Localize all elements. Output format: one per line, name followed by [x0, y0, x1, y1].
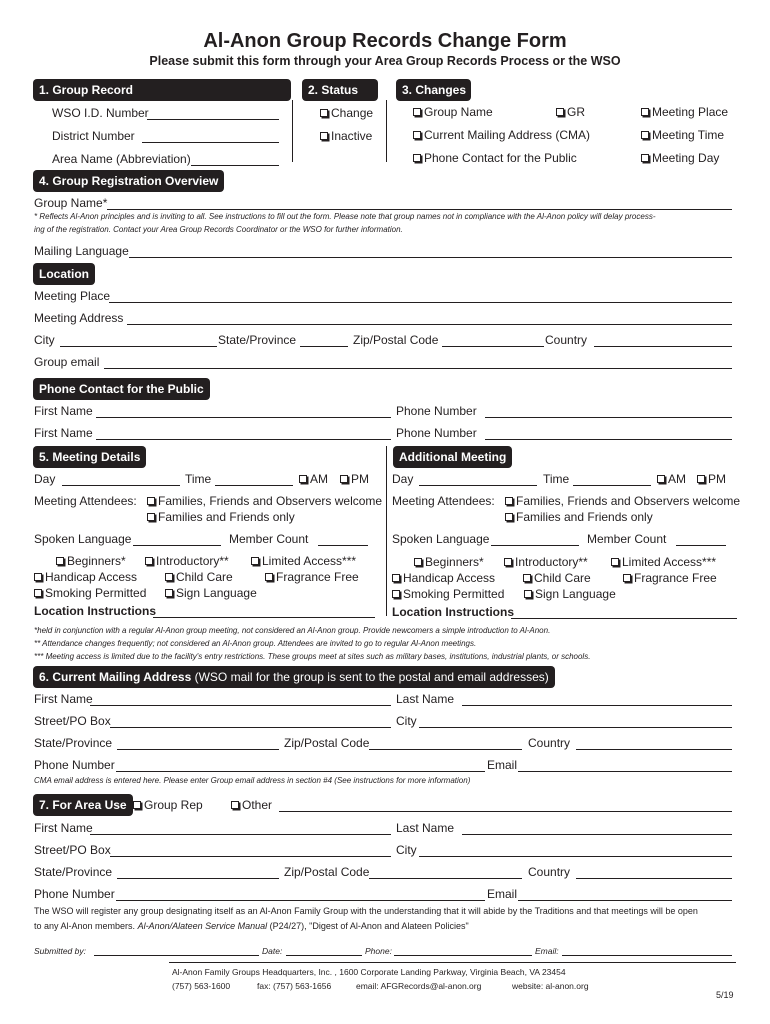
change-meeting-day[interactable] [641, 151, 719, 165]
service-manual-title: Al-Anon/Alateen Service Manual [137, 921, 268, 931]
cma-phone-label: Phone Number [34, 758, 115, 772]
smoking-label-2: Smoking Permitted [403, 587, 505, 601]
checkbox-icon [523, 574, 531, 582]
child-care-option[interactable] [165, 570, 233, 584]
country-field[interactable] [594, 346, 732, 347]
area-city-label: City [396, 843, 417, 857]
sign-language-label-2: Sign Language [535, 587, 616, 601]
section-6-header [33, 666, 555, 688]
status-change-label: Change [331, 106, 374, 120]
checkbox-icon [657, 475, 665, 483]
other-label: Other [242, 798, 273, 812]
am-label-2: AM [668, 472, 686, 486]
am-option[interactable] [299, 472, 328, 486]
checkbox-icon [265, 573, 273, 581]
wso-id-field[interactable] [147, 119, 279, 120]
group-name-field[interactable] [107, 209, 732, 210]
city-label: City [34, 333, 55, 347]
cma-city-label: City [396, 714, 417, 728]
area-state-label: State/Province [34, 865, 113, 879]
attendees-ffo[interactable] [147, 494, 382, 508]
zip-label: Zip/Postal Code [353, 333, 439, 347]
status-inactive[interactable] [320, 129, 372, 143]
area-label: Area Name (Abbreviation) [52, 152, 191, 166]
group-name-label: Group Name* [34, 196, 108, 210]
section-4-header [33, 170, 224, 192]
change-cma-label: Current Mailing Address (CMA) [424, 128, 591, 142]
checkbox-icon [147, 513, 155, 521]
limited-label-2: Limited Access*** [622, 555, 717, 569]
location-instructions-field-2[interactable] [511, 618, 737, 619]
cma-state-field[interactable] [117, 749, 279, 750]
area-zip-label: Zip/Postal Code [284, 865, 370, 879]
cma-email-label: Email [487, 758, 518, 772]
attendees-label-2: Meeting Attendees: [392, 494, 495, 508]
area-state-field[interactable] [117, 878, 279, 879]
checkbox-icon [133, 801, 141, 809]
member-count-field[interactable] [318, 545, 368, 546]
checkbox-icon [147, 497, 155, 505]
spoken-language-field-2[interactable] [491, 545, 579, 546]
first-name-label-2: First Name [34, 426, 93, 440]
closing-text-2 [34, 921, 469, 931]
area-country-field[interactable] [576, 878, 732, 879]
member-count-label: Member Count [229, 532, 309, 546]
zip-field[interactable] [442, 346, 544, 347]
checkbox-icon [299, 475, 307, 483]
checkbox-icon [505, 513, 513, 521]
cma-street-field[interactable] [110, 727, 391, 728]
submitted-by-field[interactable] [94, 955, 259, 956]
divider [386, 446, 387, 616]
attendees-ff-only[interactable] [147, 510, 295, 524]
smoking-option-2[interactable] [392, 587, 504, 601]
meeting-place-label: Meeting Place [34, 289, 111, 303]
phone-contact-header [33, 378, 210, 400]
checkbox-icon [504, 558, 512, 566]
mailing-language-field[interactable] [129, 257, 732, 258]
limited-option-2[interactable] [611, 555, 716, 569]
section-1-title: 1. Group Record [39, 83, 134, 97]
meeting-address-label: Meeting Address [34, 311, 124, 325]
fragrance-label-2: Fragrance Free [634, 571, 717, 585]
fragrance-option[interactable] [265, 570, 359, 584]
section-6-subtitle: (WSO mail for the group is sent to the postal and email addresses) [191, 670, 549, 684]
checkbox-icon [413, 154, 421, 162]
area-email-field[interactable] [518, 900, 732, 901]
first-name-field-2[interactable] [96, 439, 391, 440]
pm-option-2[interactable] [697, 472, 726, 486]
checkbox-icon [56, 557, 64, 565]
area-last-name-field[interactable] [462, 834, 732, 835]
status-change[interactable] [320, 106, 373, 120]
change-gr[interactable] [556, 105, 585, 119]
footer-website: website: al-anon.org [512, 981, 589, 991]
location-header [33, 263, 95, 285]
introductory-label-2: Introductory** [515, 555, 588, 569]
am-option-2[interactable] [657, 472, 686, 486]
spoken-language-label-2: Spoken Language [392, 532, 490, 546]
section-1-header [33, 79, 291, 101]
change-phone-contact[interactable] [413, 151, 577, 165]
checkbox-icon [641, 154, 649, 162]
change-phone-contact-label: Phone Contact for the Public [424, 151, 577, 165]
checkbox-icon [320, 132, 328, 140]
attendees-ffo-label-2: Families, Friends and Observers welcome [516, 494, 741, 508]
spoken-language-field[interactable] [133, 545, 221, 546]
change-group-name[interactable] [413, 105, 493, 119]
checkbox-icon [165, 573, 173, 581]
attendees-ffo-2[interactable] [505, 494, 740, 508]
pm-option[interactable] [340, 472, 369, 486]
district-label: District Number [52, 129, 135, 143]
introductory-label: Introductory** [156, 554, 229, 568]
state-field[interactable] [300, 346, 348, 347]
change-meeting-place-label: Meeting Place [652, 105, 729, 119]
form-version: 5/19 [716, 990, 734, 1000]
first-name-label: First Name [34, 404, 93, 418]
cma-email-note: CMA email address is entered here. Please enter Group email address in section #4 (See instructions for more information) [34, 776, 471, 785]
area-zip-field[interactable] [369, 878, 522, 879]
day-field-2[interactable] [419, 485, 537, 486]
change-group-name-label: Group Name [424, 105, 493, 119]
smoking-label: Smoking Permitted [45, 586, 147, 600]
closing-text-1: The WSO will register any group designating itself as an Al-Anon Family Group with the understanding that it will abide by the Traditions and that meetings will be open [34, 906, 698, 916]
group-email-field[interactable] [104, 368, 732, 369]
footer-email: email: AFGRecords@al-anon.org [356, 981, 482, 991]
section-2-header [302, 79, 378, 101]
checkbox-icon [231, 801, 239, 809]
submitted-phone-label: Phone: [365, 946, 392, 956]
cma-email-field[interactable] [518, 771, 732, 772]
closing-text-2a: to any Al-Anon members. [34, 921, 138, 931]
wso-id-label: WSO I.D. Number [52, 106, 149, 120]
checkbox-icon [413, 108, 421, 116]
country-label: Country [545, 333, 588, 347]
submitted-email-field[interactable] [562, 955, 732, 956]
meeting-note-3: *** Meeting access is limited due to the facility's entry restrictions. These groups meet at sites such as military bases, institutions, industrial plants, or schools. [34, 652, 591, 661]
beginners-label: Beginners* [67, 554, 126, 568]
sign-language-option[interactable] [165, 586, 257, 600]
section-5-title: 5. Meeting Details [39, 450, 141, 464]
phone-number-label-2: Phone Number [396, 426, 477, 440]
area-street-label: Street/PO Box [34, 843, 111, 857]
section-6-title: 6. Current Mailing Address [39, 670, 192, 684]
other-field[interactable] [279, 811, 732, 812]
child-care-label-2: Child Care [534, 571, 591, 585]
form-subtitle: Please submit this form through your Area Group Records Process or the WSO [149, 54, 621, 68]
additional-meeting-header [393, 446, 512, 468]
footer-rule [169, 962, 736, 963]
status-inactive-label: Inactive [331, 129, 373, 143]
other-option[interactable] [231, 798, 272, 812]
handicap-label-2: Handicap Access [403, 571, 496, 585]
checkbox-icon [505, 497, 513, 505]
area-first-name-field[interactable] [90, 834, 391, 835]
checkbox-icon [414, 558, 422, 566]
group-rep-label: Group Rep [144, 798, 203, 812]
meeting-note-1: *held in conjunction with a regular Al-Anon group meeting, not considered an Al-Anon group. Provide newcomers a simple introduction to Al-Anon. [34, 626, 551, 635]
sign-language-label: Sign Language [176, 586, 257, 600]
submitted-date-label: Date: [262, 946, 283, 956]
cma-zip-field[interactable] [369, 749, 522, 750]
location-instructions-label-2: Location Instructions [392, 605, 515, 619]
state-label: State/Province [218, 333, 297, 347]
area-field[interactable] [191, 165, 279, 166]
attendees-ff-only-label-2: Families and Friends only [516, 510, 653, 524]
area-city-field[interactable] [419, 856, 732, 857]
fragrance-label: Fragrance Free [276, 570, 359, 584]
checkbox-icon [165, 589, 173, 597]
checkbox-icon [34, 573, 42, 581]
handicap-option[interactable] [34, 570, 137, 584]
beginners-option-2[interactable] [414, 555, 484, 569]
meeting-place-field[interactable] [109, 302, 732, 303]
additional-meeting-title: Additional Meeting [399, 450, 507, 464]
section-7-title: 7. For Area Use [39, 798, 127, 812]
introductory-option[interactable] [145, 554, 229, 568]
cma-state-label: State/Province [34, 736, 113, 750]
divider [386, 100, 387, 162]
change-gr-label: GR [567, 105, 585, 119]
cma-country-label: Country [528, 736, 571, 750]
change-cma[interactable] [413, 128, 590, 142]
attendees-ffo-label: Families, Friends and Observers welcome [158, 494, 383, 508]
checkbox-icon [697, 475, 705, 483]
smoking-option[interactable] [34, 586, 146, 600]
cma-phone-field[interactable] [116, 771, 485, 772]
child-care-label: Child Care [176, 570, 233, 584]
section-3-header [396, 79, 471, 101]
checkbox-icon [611, 558, 619, 566]
section-4-title: 4. Group Registration Overview [39, 174, 219, 188]
area-phone-label: Phone Number [34, 887, 115, 901]
member-count-field-2[interactable] [676, 545, 726, 546]
day-field[interactable] [62, 485, 180, 486]
section-7-header [33, 794, 133, 816]
day-label-2: Day [392, 472, 414, 486]
time-field-2[interactable] [573, 485, 651, 486]
location-instructions-field[interactable] [153, 617, 375, 618]
city-field[interactable] [60, 346, 217, 347]
phone-contact-title: Phone Contact for the Public [39, 382, 204, 396]
meeting-address-field[interactable] [127, 324, 732, 325]
submitted-email-label: Email: [535, 946, 559, 956]
checkbox-icon [623, 574, 631, 582]
submitted-date-field[interactable] [286, 955, 362, 956]
cma-last-name-field[interactable] [462, 705, 732, 706]
attendees-ff-only-2[interactable] [505, 510, 653, 524]
phone-number-field-1[interactable] [485, 417, 732, 418]
checkbox-icon [392, 574, 400, 582]
change-meeting-time-label: Meeting Time [652, 128, 725, 142]
mailing-language-label: Mailing Language [34, 244, 129, 258]
checkbox-icon [251, 557, 259, 565]
submitted-by-label: Submitted by: [34, 946, 86, 956]
checkbox-icon [641, 131, 649, 139]
beginners-option[interactable] [56, 554, 126, 568]
phone-number-label: Phone Number [396, 404, 477, 418]
area-street-field[interactable] [110, 856, 391, 857]
pm-label: PM [351, 472, 369, 486]
change-meeting-time[interactable] [641, 128, 724, 142]
first-name-field-1[interactable] [96, 417, 391, 418]
cma-last-name-label: Last Name [396, 692, 455, 706]
time-label-2: Time [543, 472, 570, 486]
attendees-label: Meeting Attendees: [34, 494, 137, 508]
closing-text-2c: (P24/27), "Digest of Al-Anon and Alateen Policies" [267, 921, 469, 931]
checkbox-icon [641, 108, 649, 116]
handicap-label: Handicap Access [45, 570, 138, 584]
divider [292, 100, 293, 162]
checkbox-icon [556, 108, 564, 116]
cma-city-field[interactable] [419, 727, 732, 728]
time-field[interactable] [215, 485, 293, 486]
limited-label: Limited Access*** [262, 554, 357, 568]
submitted-phone-field[interactable] [394, 955, 532, 956]
checkbox-icon [524, 590, 532, 598]
form-title: Al-Anon Group Records Change Form [203, 30, 567, 52]
checkbox-icon [320, 109, 328, 117]
section-2-title: 2. Status [308, 83, 359, 97]
cma-zip-label: Zip/Postal Code [284, 736, 370, 750]
area-last-name-label: Last Name [396, 821, 455, 835]
limited-option[interactable] [251, 554, 356, 568]
cma-country-field[interactable] [576, 749, 732, 750]
am-label: AM [310, 472, 328, 486]
phone-number-field-2[interactable] [485, 439, 732, 440]
group-name-note: * Reflects Al-Anon principles and is inviting to all. See instructions to fill out the form. Please note that group names not in compliance with the Al-Anon policy will delay process- [34, 212, 656, 221]
group-name-note-2: ing of the registration. Contact your Area Group Records Coordinator or the WSO for further information. [34, 225, 403, 234]
cma-first-name-field[interactable] [90, 705, 391, 706]
fragrance-option-2[interactable] [623, 571, 717, 585]
section-3-title: 3. Changes [402, 83, 467, 97]
area-first-name-label: First Name [34, 821, 93, 835]
child-care-option-2[interactable] [523, 571, 591, 585]
attendees-ff-only-label: Families and Friends only [158, 510, 295, 524]
cma-first-name-label: First Name [34, 692, 93, 706]
district-field[interactable] [142, 142, 279, 143]
handicap-option-2[interactable] [392, 571, 495, 585]
time-label: Time [185, 472, 212, 486]
footer-fax: fax: (757) 563-1656 [257, 981, 332, 991]
footer-phone: (757) 563-1600 [172, 981, 231, 991]
introductory-option-2[interactable] [504, 555, 588, 569]
area-country-label: Country [528, 865, 571, 879]
spoken-language-label: Spoken Language [34, 532, 132, 546]
change-meeting-place[interactable] [641, 105, 728, 119]
section-5-header [33, 446, 146, 468]
area-email-label: Email [487, 887, 518, 901]
checkbox-icon [34, 589, 42, 597]
area-phone-field[interactable] [116, 900, 485, 901]
beginners-label-2: Beginners* [425, 555, 484, 569]
meeting-note-2: ** Attendance changes frequently; not considered an Al-Anon group. Attendees are invited to go to regular Al-Anon meetings. [34, 639, 477, 648]
checkbox-icon [340, 475, 348, 483]
checkbox-icon [413, 131, 421, 139]
location-title: Location [39, 267, 89, 281]
location-instructions-label: Location Instructions [34, 604, 157, 618]
group-email-label: Group email [34, 355, 100, 369]
checkbox-icon [392, 590, 400, 598]
checkbox-icon [145, 557, 153, 565]
change-meeting-day-label: Meeting Day [652, 151, 720, 165]
group-rep-option[interactable] [133, 798, 203, 812]
member-count-label-2: Member Count [587, 532, 667, 546]
footer-address: Al-Anon Family Groups Headquarters, Inc. , 1600 Corporate Landing Parkway, Virginia Beach, VA 23454 [172, 967, 566, 977]
pm-label-2: PM [708, 472, 726, 486]
sign-language-option-2[interactable] [524, 587, 616, 601]
cma-street-label: Street/PO Box [34, 714, 111, 728]
day-label: Day [34, 472, 56, 486]
